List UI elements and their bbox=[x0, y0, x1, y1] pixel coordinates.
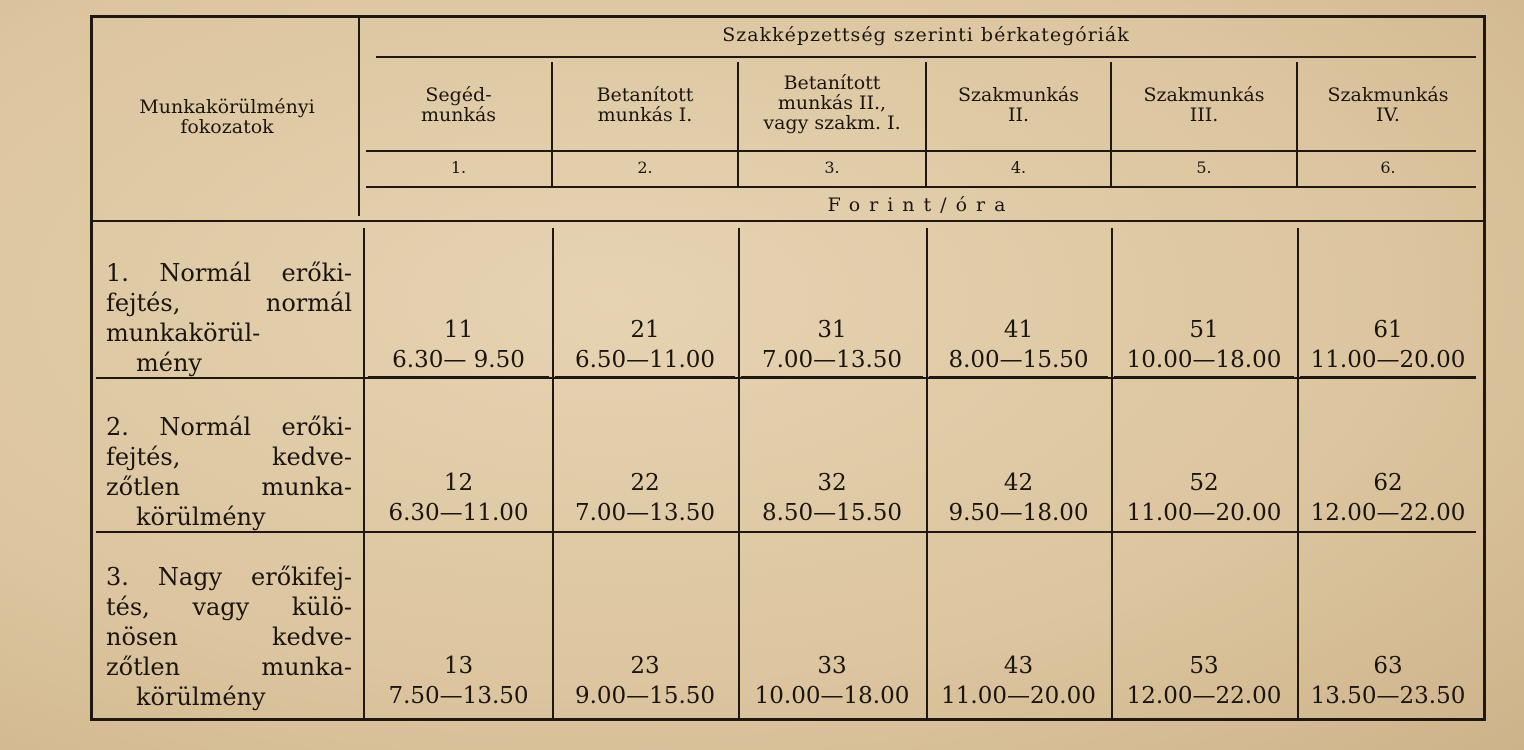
table-cell: 53 12.00—22.00 bbox=[1126, 653, 1282, 709]
column-header-szakmunkas-4: Szakmunkás IV. bbox=[1327, 84, 1449, 126]
row-header: Munkakörülményi fokozatok bbox=[139, 96, 315, 138]
table-cell: 22 7.00—13.50 bbox=[574, 470, 716, 526]
column-number: 1. bbox=[450, 158, 467, 177]
table-cell: 51 10.00—18.00 bbox=[1126, 317, 1282, 373]
table-cell: 62 12.00—22.00 bbox=[1310, 470, 1466, 526]
column-number: 6. bbox=[1380, 158, 1396, 177]
group-header-rule bbox=[376, 56, 1476, 58]
row-label-2: 2. Normál erőki- fejtés, kedve- zőtlen munka- körülmény bbox=[106, 413, 352, 531]
cell-rule bbox=[741, 376, 923, 377]
column-number: 4. bbox=[1010, 158, 1027, 177]
table-cell: 63 13.50—23.50 bbox=[1310, 653, 1466, 709]
column-number: 2. bbox=[637, 158, 653, 177]
column-header-betanitott-1: Betanított munkás I. bbox=[596, 84, 694, 126]
column-number: 3. bbox=[824, 158, 840, 177]
table-cell: 33 10.00—18.00 bbox=[754, 653, 910, 709]
header-bottom-rule bbox=[93, 220, 1483, 222]
column-header-szakmunkas-2: Szakmunkás II. bbox=[958, 84, 1079, 126]
row-label-1: 1. Normál erőki- fejtés, normál munkakörül- mény bbox=[106, 259, 352, 377]
table-cell: 42 9.50—18.00 bbox=[948, 470, 1089, 526]
group-header: Szakképzettség szerinti bérkategóriák bbox=[722, 24, 1130, 46]
table-cell: 11 6.30— 9.50 bbox=[392, 317, 525, 373]
column-header-szakmunkas-3: Szakmunkás III. bbox=[1143, 84, 1265, 126]
column-header-betanitott-2: Betanított munkás II., vagy szakm. I. bbox=[763, 72, 901, 134]
table-cell: 61 11.00—20.00 bbox=[1310, 317, 1466, 373]
cell-rule bbox=[929, 376, 1108, 377]
column-number: 5. bbox=[1196, 158, 1212, 177]
table-cell: 31 7.00—13.50 bbox=[761, 317, 903, 373]
cell-rule bbox=[555, 376, 735, 377]
header-divider-vertical bbox=[358, 18, 360, 216]
cell-rule bbox=[1114, 376, 1294, 377]
table-cell: 52 11.00—20.00 bbox=[1126, 470, 1282, 526]
column-header-segedmunkas: Segéd- munkás bbox=[420, 84, 497, 126]
cell-rule bbox=[1300, 376, 1476, 377]
column-number-rule bbox=[366, 186, 1476, 188]
table-cell: 21 6.50—11.00 bbox=[574, 317, 716, 373]
table-cell: 43 11.00—20.00 bbox=[941, 653, 1096, 709]
column-label-rule bbox=[366, 150, 1476, 152]
unit-label: Forint/óra bbox=[827, 194, 1015, 216]
cell-rule bbox=[368, 376, 549, 377]
table-cell: 23 9.00—15.50 bbox=[574, 653, 716, 709]
row-label-3: 3. Nagy erőkifej- tés, vagy külö- nösen kedve- zőtlen munka- körülmény bbox=[106, 563, 352, 711]
table-cell: 41 8.00—15.50 bbox=[948, 317, 1089, 373]
table-cell: 13 7.50—13.50 bbox=[388, 653, 529, 709]
col-divider bbox=[363, 228, 365, 718]
table-cell: 32 8.50—15.50 bbox=[761, 470, 903, 526]
table-cell: 12 6.30—11.00 bbox=[388, 470, 529, 526]
